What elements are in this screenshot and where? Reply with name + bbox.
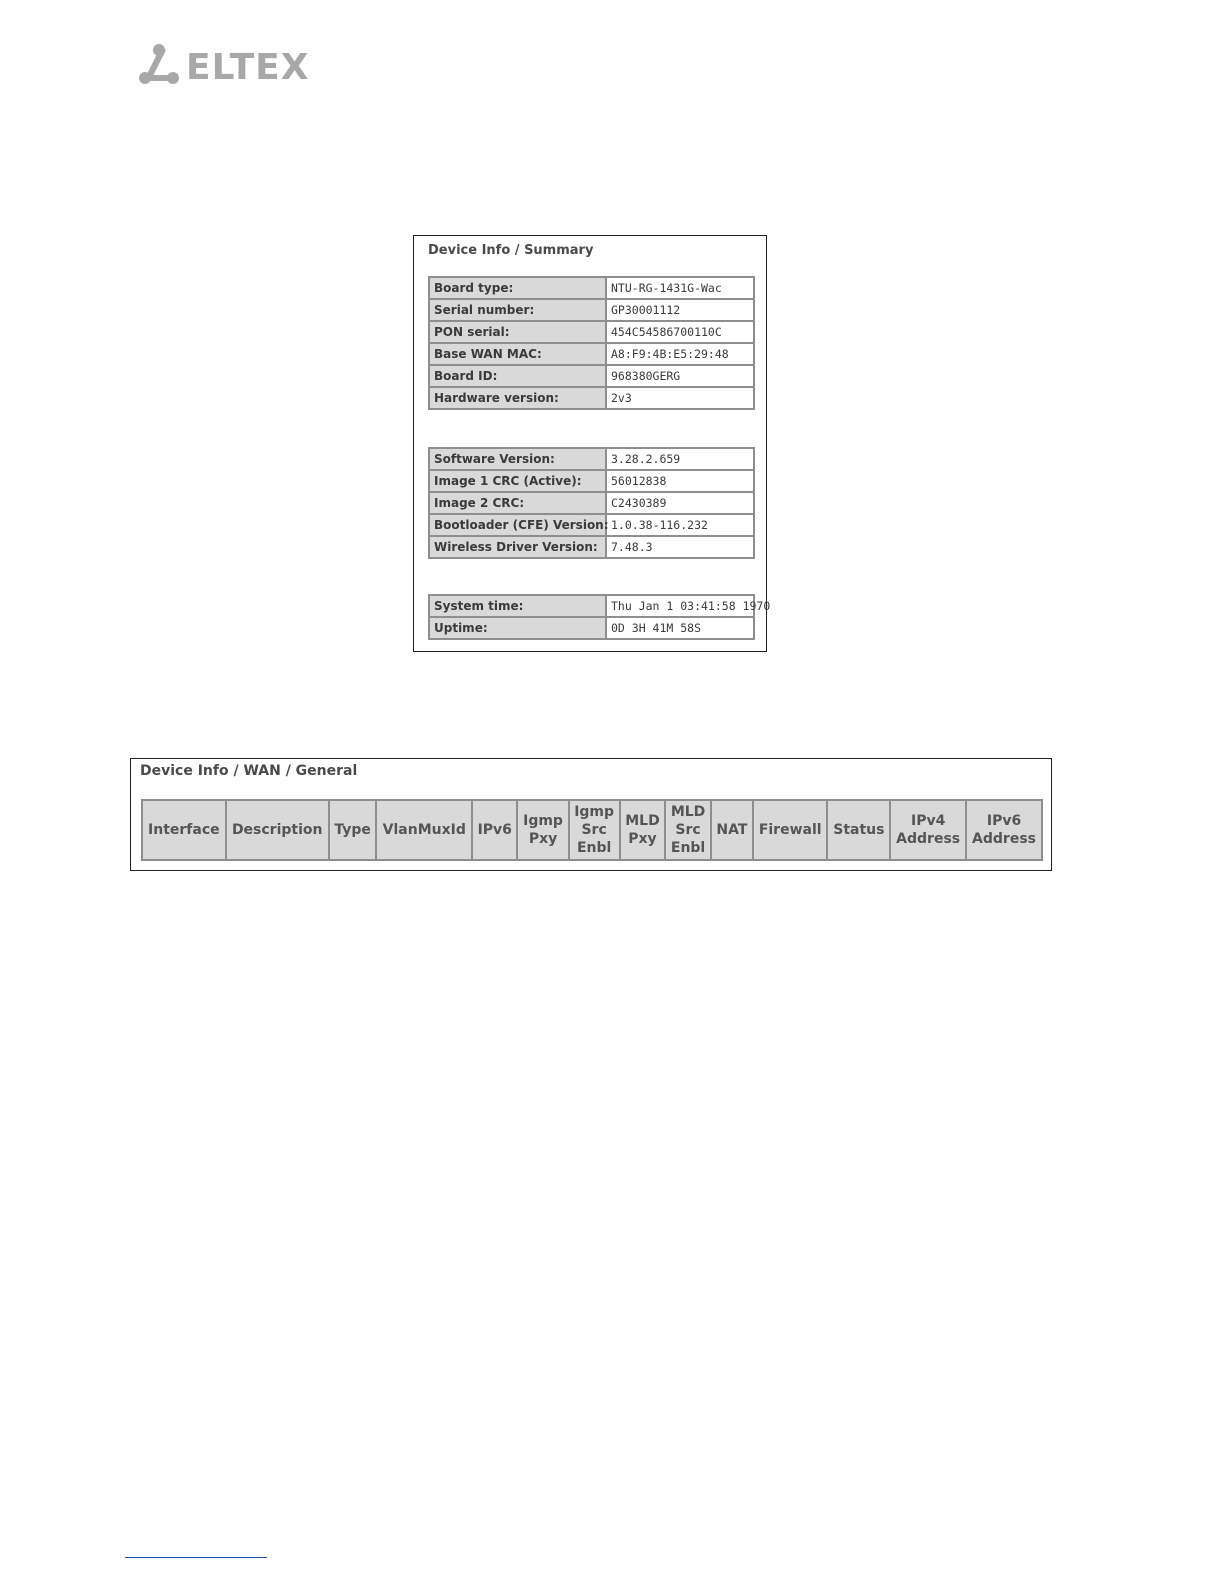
- col-interface: Interface: [142, 800, 226, 860]
- software-version-label: Software Version:: [429, 448, 606, 470]
- col-ipv6-address: IPv6 Address: [966, 800, 1042, 860]
- bootloader-version-label: Bootloader (CFE) Version:: [429, 514, 606, 536]
- table-row: [429, 343, 754, 365]
- col-description: Description: [226, 800, 329, 860]
- pon-serial-label: PON serial:: [429, 321, 606, 343]
- board-type-value: NTU-RG-1431G-Wac: [606, 277, 754, 299]
- col-ipv6: IPv6: [472, 800, 517, 860]
- wan-header-row: [142, 800, 1042, 860]
- table-row: [429, 321, 754, 343]
- summary-title: Device Info / Summary: [428, 243, 594, 258]
- col-status: Status: [827, 800, 890, 860]
- time-info-table: [428, 594, 771, 640]
- table-row: [429, 277, 754, 299]
- col-nat: NAT: [711, 800, 753, 860]
- col-type: Type: [329, 800, 377, 860]
- board-id-value: 968380GERG: [606, 365, 754, 387]
- table-row: [429, 617, 754, 639]
- wireless-driver-version-value: 7.48.3: [606, 536, 754, 558]
- table-row: [429, 492, 754, 514]
- image1-crc-value: 56012838: [606, 470, 754, 492]
- table-row: [429, 536, 754, 558]
- table-row: [429, 299, 754, 321]
- serial-number-label: Serial number:: [429, 299, 606, 321]
- wan-table: [141, 799, 1043, 861]
- table-row: [429, 595, 754, 617]
- wan-title: Device Info / WAN / General: [140, 763, 358, 779]
- device-info-wan-panel: [130, 758, 1052, 871]
- system-time-label: System time:: [429, 595, 606, 617]
- eltex-logo: [136, 42, 308, 86]
- col-igmp-src-enbl: Igmp Src Enbl: [569, 800, 620, 860]
- wireless-driver-version-label: Wireless Driver Version:: [429, 536, 606, 558]
- col-vlanmuxid: VlanMuxId: [376, 800, 472, 860]
- col-mld-src-enbl: MLD Src Enbl: [665, 800, 711, 860]
- device-info-summary-panel: [413, 235, 771, 652]
- software-version-value: 3.28.2.659: [606, 448, 754, 470]
- table-row: [429, 387, 754, 409]
- board-type-label: Board type:: [429, 277, 606, 299]
- logo-text: ELTEX: [186, 47, 310, 88]
- bootloader-version-value: 1.0.38-116.232: [606, 514, 754, 536]
- board-info-table: [428, 276, 755, 410]
- software-info-table: [428, 447, 755, 559]
- hardware-version-value: 2v3: [606, 387, 754, 409]
- col-mld-pxy: MLD Pxy: [620, 800, 666, 860]
- table-row: [429, 470, 754, 492]
- table-row: [429, 365, 754, 387]
- image2-crc-value: C2430389: [606, 492, 754, 514]
- image1-crc-label: Image 1 CRC (Active):: [429, 470, 606, 492]
- uptime-value: 0D 3H 41M 58S: [606, 617, 754, 639]
- table-row: [429, 448, 754, 470]
- col-ipv4-address: IPv4 Address: [890, 800, 966, 860]
- col-firewall: Firewall: [753, 800, 828, 860]
- board-id-label: Board ID:: [429, 365, 606, 387]
- uptime-label: Uptime:: [429, 617, 606, 639]
- hardware-version-label: Hardware version:: [429, 387, 606, 409]
- col-igmp-pxy: Igmp Pxy: [517, 800, 568, 860]
- base-wan-mac-label: Base WAN MAC:: [429, 343, 606, 365]
- pon-serial-value: 454C54586700110C: [606, 321, 754, 343]
- base-wan-mac-value: A8:F9:4B:E5:29:48: [606, 343, 754, 365]
- image2-crc-label: Image 2 CRC:: [429, 492, 606, 514]
- serial-number-value: GP30001112: [606, 299, 754, 321]
- footer-divider: [125, 1557, 267, 1558]
- system-time-value: Thu Jan 1 03:41:58 1970: [606, 595, 754, 617]
- table-row: [429, 514, 754, 536]
